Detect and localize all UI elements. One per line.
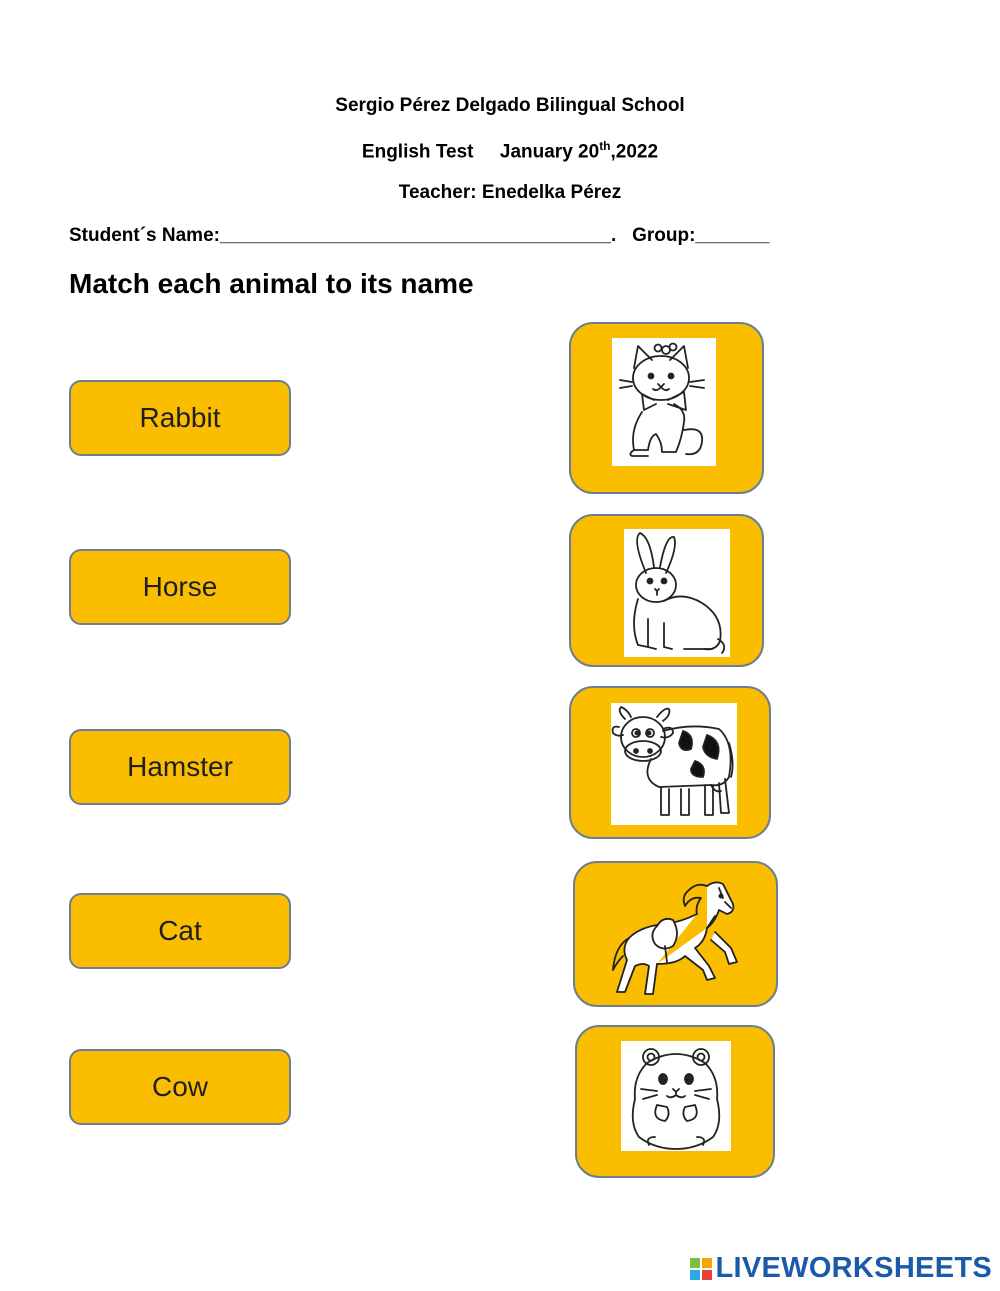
test-date-line bbox=[0, 139, 1000, 163]
date-year: ,2022 bbox=[610, 141, 659, 163]
hamster-image bbox=[621, 1041, 731, 1151]
picture-box-cat[interactable] bbox=[569, 322, 764, 494]
date-suffix: th bbox=[599, 139, 611, 153]
horse-image bbox=[611, 876, 741, 998]
logo-text: LIVEWORKSHEETS bbox=[715, 1252, 992, 1284]
group-label: Group: bbox=[632, 225, 696, 246]
student-name-field[interactable]: _____________________________________. bbox=[219, 225, 617, 246]
date-prefix: January 20 bbox=[499, 141, 600, 163]
word-box-cat[interactable]: Cat bbox=[69, 893, 291, 969]
word-box-horse[interactable]: Horse bbox=[69, 549, 291, 625]
test-label: English Test bbox=[361, 141, 474, 163]
picture-box-rabbit[interactable] bbox=[569, 514, 764, 667]
cat-image bbox=[612, 338, 716, 466]
word-box-hamster[interactable]: Hamster bbox=[69, 729, 291, 805]
group-field[interactable]: _______ bbox=[695, 225, 770, 246]
logo-blocks-icon bbox=[690, 1258, 712, 1280]
cow-image bbox=[611, 703, 737, 825]
word-box-rabbit[interactable]: Rabbit bbox=[69, 380, 291, 456]
picture-box-cow[interactable] bbox=[569, 686, 771, 839]
instruction-title: Match each animal to its name bbox=[69, 268, 474, 299]
picture-box-hamster[interactable] bbox=[575, 1025, 775, 1178]
rabbit-image bbox=[624, 529, 730, 657]
word-box-cow[interactable]: Cow bbox=[69, 1049, 291, 1125]
school-name: Sergio Pérez Delgado Bilingual School bbox=[335, 95, 685, 116]
student-info-line bbox=[69, 225, 769, 247]
picture-box-horse[interactable] bbox=[573, 861, 778, 1007]
student-name-label: Student´s Name: bbox=[69, 225, 220, 246]
teacher-name: Teacher: Enedelka Pérez bbox=[398, 182, 622, 203]
liveworksheets-logo bbox=[690, 1252, 993, 1285]
